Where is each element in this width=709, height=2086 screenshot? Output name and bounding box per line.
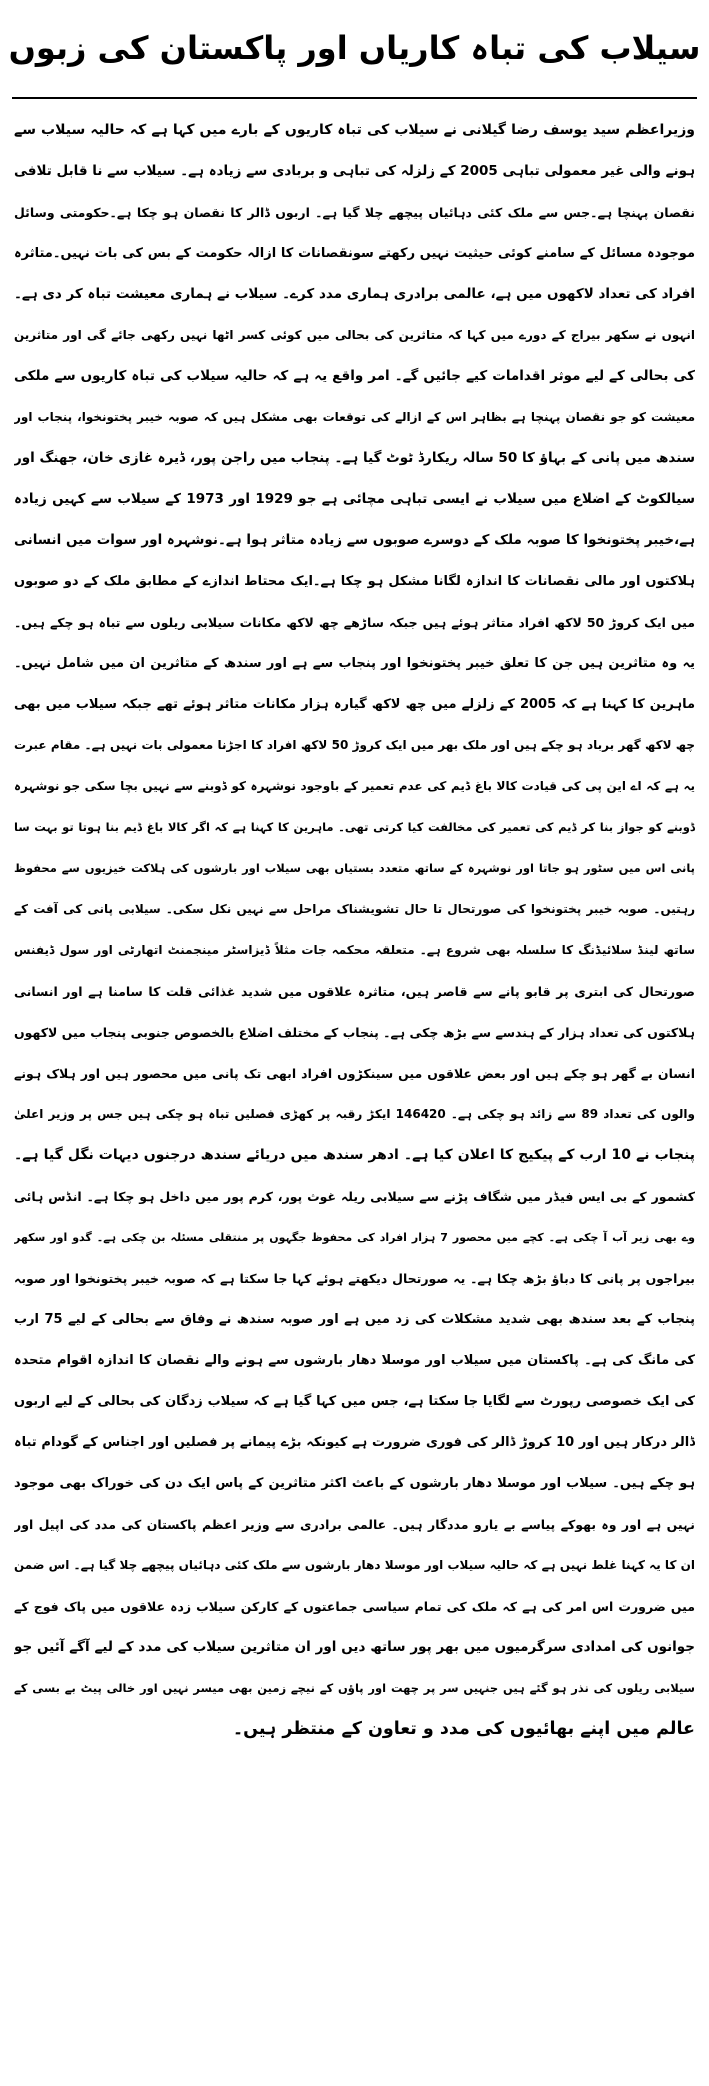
article-line: کی ایک خصوصی رپورٹ سے لگایا جا سکتا ہے، جس میں کہا گیا ہے کہ سیلاب زدگان کی بحالی کے لیے اربوں: [14, 1394, 695, 1409]
article-headline: سیلاب کی تباہ کاریاں اور پاکستان کی زبوں: [8, 29, 701, 67]
article-line: ان کا یہ کہنا غلط نہیں ہے کہ حالیہ سیلاب اور موسلا دھار بارشوں سے ملک کئی دہائیاں پیچھے چلا گیا ہے۔ اس ضمن: [14, 1558, 695, 1572]
headline-divider: [12, 97, 697, 99]
article-line: سندھ میں پانی کے بہاؤ کا 50 سالہ ریکارڈ ٹوٹ گیا ہے۔ پنجاب میں راجن پور، ڈیرہ غازی خان، جھنگ اور: [14, 450, 695, 466]
article-line: رہتیں۔ صوبہ خیبر پختونخوا کی صورتحال تا حال تشویشناک مراحل سے نہیں نکل سکی۔ سیلابی پانی کی آفت کے: [14, 902, 695, 916]
article-line: ہے،خیبر پختونخوا کا صوبہ ملک کے دوسرے صوبوں سے زیادہ متاثر ہوا ہے۔نوشہرہ اور سوات میں انسانی: [14, 532, 695, 548]
article-line: وے بھی زیر آب آ چکی ہے۔ کچے میں محصور 7 ہزار افراد کی محفوظ جگہوں پر منتقلی مسئلہ بن چکی ہے۔ گدو اور سکھر: [14, 1231, 695, 1244]
article-line: پانی اس میں سٹور ہو جاتا اور نوشہرہ کے ساتھ متعدد بستیاں بھی سیلاب اور بارشوں کی ہلاکت خیزیوں سے محفوظ: [14, 861, 695, 875]
article-line: میں ضرورت اس امر کی ہے کہ ملک کی تمام سیاسی جماعتوں کے کارکن سیلاب زدہ علاقوں میں پاک فوج کے: [14, 1599, 695, 1614]
article-body: [14, 110, 695, 2078]
article-line: افراد کی تعداد لاکھوں میں ہے، عالمی برادری ہماری مدد کرے۔ سیلاب نے ہماری معیشت تباہ کر دی ہے۔: [14, 286, 695, 302]
article-line: پنجاب کے بعد سندھ بھی شدید مشکلات کی زد میں ہے اور صوبہ سندھ نے وفاق سے بحالی کے لیے 75 ارب: [14, 1312, 695, 1327]
article-line: صورتحال کی ابتری پر قابو پانے سے قاصر ہیں، متاثرہ علاقوں میں شدید غذائی قلت کا سامنا ہے اور انسانی: [14, 984, 695, 999]
article-line: ڈالر درکار ہیں اور 10 کروڑ ڈالر کی فوری ضرورت ہے کیونکہ بڑے پیمانے پر فصلیں اور اجناس کے گودام تباہ: [14, 1435, 695, 1450]
article-line: پنجاب نے 10 ارب کے پیکیج کا اعلان کیا ہے۔ ادھر سندھ میں دریائے سندھ درجنوں دیہات نگل گیا ہے۔: [14, 1147, 695, 1163]
article-line: معیشت کو جو نقصان پہنچا ہے بظاہر اس کے ازالے کی توقعات بھی مشکل ہیں کہ صوبہ خیبر پختونخوا، پنجاب اور: [14, 410, 695, 424]
article-line: موجودہ مسائل کے سامنے کوئی حیثیت نہیں رکھتے سونقصانات کا ازالہ حکومت کے بس کی بات نہیں۔متاثرہ: [14, 246, 695, 261]
article-line: انہوں نے سکھر بیراج کے دورے میں کہا کہ متاثرین کی بحالی میں کوئی کسر اٹھا نہیں رکھی جائے گی اور متاثرین: [14, 328, 695, 342]
article-line: ڈوبنے کو جواز بنا کر ڈیم کی تعمیر کی مخالفت کیا کرتی تھی۔ ماہرین کا کہنا ہے کہ اگر کالا باغ ڈیم بنا ہوتا تو بہت سا: [14, 820, 695, 834]
article-line: ہلاکتوں اور مالی نقصانات کا اندازہ لگانا مشکل ہو چکا ہے۔ایک محتاط اندازے کے مطابق ملک کے دو صوبوں: [14, 574, 695, 589]
article-line: والوں کی تعداد 89 سے زائد ہو چکی ہے۔ 146420 ایکڑ رقبہ پر کھڑی فصلیں تباہ ہو چکی ہیں جس پر وزیر اعلیٰ: [14, 1107, 695, 1121]
article-line: عالم میں اپنے بھائیوں کی مدد و تعاون کے منتظر ہیں۔: [232, 1719, 695, 1739]
article-line: ہونے والی غیر معمولی تباہی 2005 کے زلزلہ کی تباہی و بربادی سے زیادہ ہے۔ سیلاب سے نا قابل تلافی: [14, 163, 695, 179]
article-line: انسان بے گھر ہو چکے ہیں اور بعض علاقوں میں سینکڑوں افراد ابھی تک پانی میں محصور ہیں اور ہلاک ہونے: [14, 1066, 695, 1081]
article-line: کشمور کے بی ایس فیڈر میں شگاف پڑنے سے سیلابی ریلہ غوث پور، کرم پور میں داخل ہو چکا ہے۔ انڈس ہائی: [14, 1189, 695, 1204]
article-line: بیراجوں پر پانی کا دباؤ بڑھ چکا ہے۔ یہ صورتحال دیکھتے ہوئے کہا جا سکتا ہے کہ صوبہ خیبر پختونخوا اور صوبہ: [14, 1271, 695, 1286]
article-line: سیالکوٹ کے اضلاع میں سیلاب نے ایسی تباہی مچائی ہے جو 1929 اور 1973 کے سیلاب سے کہیں زیادہ: [14, 491, 695, 507]
article-line: یہ وہ متاثرین ہیں جن کا تعلق خیبر پختونخوا اور پنجاب سے ہے اور سندھ کے متاثرین ان میں شامل نہیں۔: [14, 656, 695, 671]
article-line: جوانوں کی امدادی سرگرمیوں میں بھر پور ساتھ دیں اور ان متاثرین سیلاب کی مدد کے لیے آگے آئیں جو: [14, 1639, 695, 1655]
article-line: ساتھ لینڈ سلائیڈنگ کا سلسلہ بھی شروع ہے۔ متعلقہ محکمہ جات مثلاً ڈیزاسٹر مینجمنٹ اتھارٹی اور سول ڈیفنس: [14, 943, 695, 957]
article-line: میں ایک کروڑ 50 لاکھ افراد متاثر ہوئے ہیں جبکہ ساڑھے چھ لاکھ مکانات سیلابی ریلوں سے تباہ ہو چکے ہیں۔: [14, 615, 695, 630]
article-line: کی بحالی کے لیے موثر اقدامات کیے جائیں گے۔ امر واقع یہ ہے کہ حالیہ سیلاب کی تباہ کاریوں سے ملکی: [14, 368, 695, 384]
article-line: ماہرین کا کہنا ہے کہ 2005 کے زلزلے میں چھ لاکھ گیارہ ہزار مکانات متاثر ہوئے تھے جبکہ سیلاب میں بھی: [14, 697, 695, 712]
article-line: ہلاکتوں کی تعداد ہزار کے ہندسے سے بڑھ چکی ہے۔ پنجاب کے مختلف اضلاع بالخصوص جنوبی پنجاب میں لاکھوں: [14, 1025, 695, 1040]
article-line: نہیں ہے اور وہ بھوکے پیاسے بے یارو مددگار ہیں۔ عالمی برادری سے وزیر اعظم پاکستان کی مدد کی اپیل اور: [14, 1517, 695, 1532]
article-line: ہو چکے ہیں۔ سیلاب اور موسلا دھار بارشوں کے باعث اکثر متاثرین کے پاس ایک دن کی خوراک بھی موجود: [14, 1476, 695, 1491]
article-line: چھ لاکھ گھر برباد ہو چکے ہیں اور ملک بھر میں ایک کروڑ 50 لاکھ افراد کا اجڑنا معمولی بات نہیں ہے۔ مقام عبرت: [14, 738, 695, 752]
article-line: کی مانگ کی ہے۔ پاکستان میں سیلاب اور موسلا دھار بارشوں سے ہونے والے نقصان کا اندازہ اقوام متحدہ: [14, 1353, 695, 1368]
article-line: نقصان پہنچا ہے۔جس سے ملک کئی دہائیاں پیچھے چلا گیا ہے۔ اربوں ڈالر کا نقصان ہو چکا ہے۔حکومتی وسائل: [14, 205, 695, 220]
article-line: وزیراعظم سید یوسف رضا گیلانی نے سیلاب کی تباہ کاریوں کے بارے میں کہا ہے کہ حالیہ سیلاب سے: [14, 122, 695, 138]
article-line: سیلابی ریلوں کی نذر ہو گئے ہیں جنہیں سر پر چھت اور پاؤں کے نیچے زمین بھی میسر نہیں اور خالی پیٹ بے بسی کے: [14, 1681, 695, 1695]
article-line: یہ ہے کہ اے این پی کی قیادت کالا باغ ڈیم کی عدم تعمیر کے باوجود نوشہرہ کو ڈوبنے سے نہیں بچا سکی جو نوشہرہ: [14, 779, 695, 793]
